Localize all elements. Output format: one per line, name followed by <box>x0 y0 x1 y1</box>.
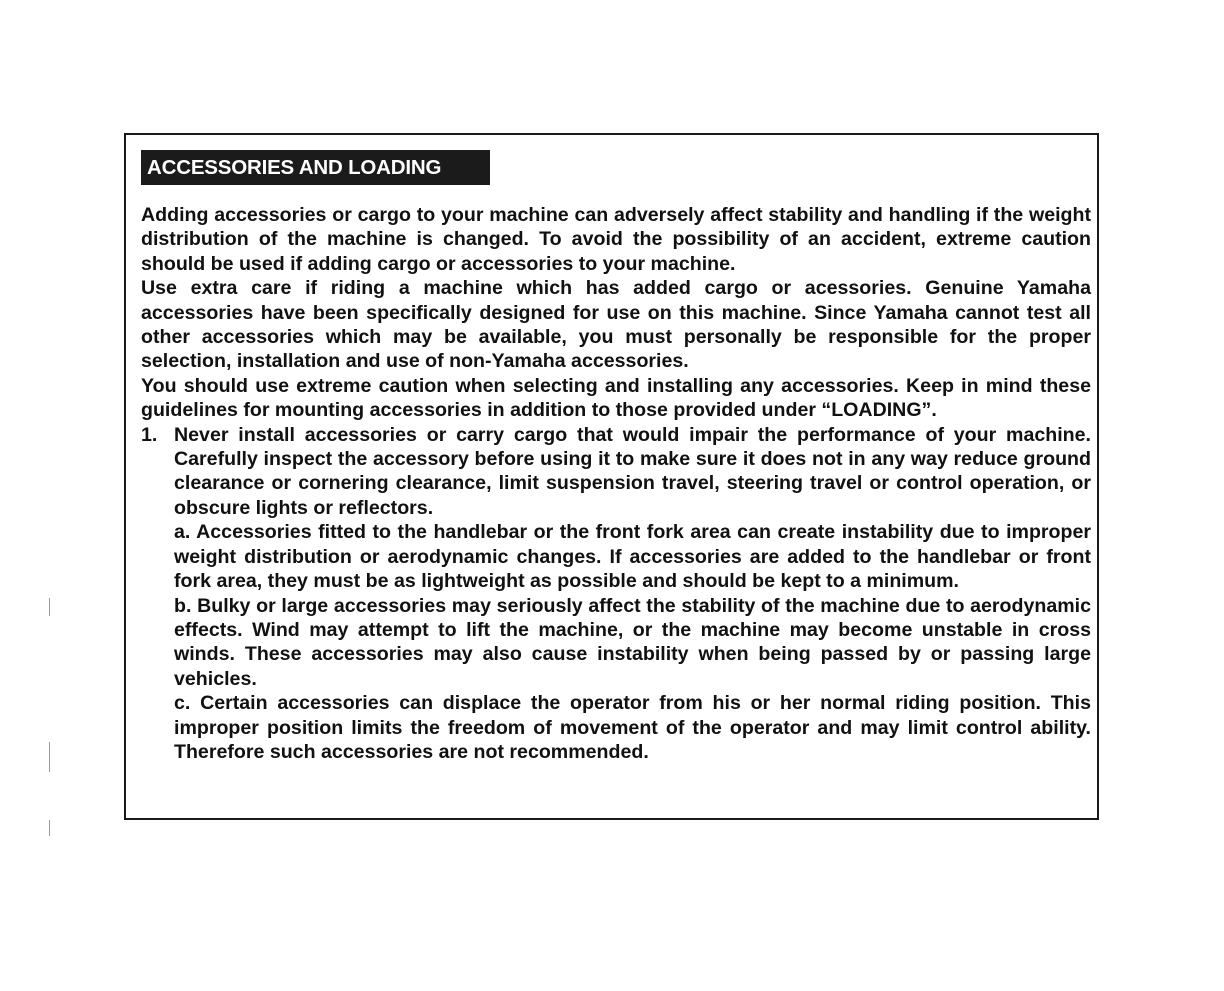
subitem-c: c. Certain accessories can displace the operator from his or her normal riding position. This improper position limits the freedom of movement of the operator and may limit control ability. Therefore such accessories are not recommended. <box>174 692 1091 763</box>
scan-speck <box>49 820 50 836</box>
list-item-text: Never install accessories or carry cargo that would impair the performance of your machine. Carefully inspect the accessory before using it to make sure it does not in any way reduce ground clearance or cornering clearance, limit suspension travel, steering travel or control operation, or obscure lights or reflectors. <box>174 423 1091 519</box>
section-body <box>141 203 1091 764</box>
paragraph-intro: Adding accessories or cargo to your machine can adversely affect stability and handling if the weight distribution of the machine is changed. To avoid the possibility of an accident, extreme caution should be used if adding cargo or accessories to your machine. <box>141 204 1091 275</box>
paragraph-guidelines: You should use extreme caution when selecting and installing any accessories. Keep in mind these guidelines for mounting accessories in addition to those provided under “LOADING”. <box>141 374 1091 422</box>
accessories-notice-box <box>124 133 1099 820</box>
section-heading: ACCESSORIES AND LOADING <box>141 150 490 185</box>
paragraph-genuine-accessories: Use extra care if riding a machine which has added cargo or acessories. Genuine Yamaha accessories have been specifically designed for use on this machine. Since Yamaha cannot test all other accessories which may be available, you must personally be responsible for the proper selection, installation and use of non-Yamaha accessories. <box>141 277 1091 373</box>
subitem-a: a. Accessories fitted to the handlebar or the front fork area can create instability due to improper weight distribution or aerodynamic changes. If accessories are added to the handlebar or front fork area, they must be as lightweight as possible and should be kept to a minimum. <box>174 521 1091 593</box>
list-marker: 1. <box>141 423 158 446</box>
subitem-b: b. Bulky or large accessories may seriously affect the stability of the machine due to aerodynamic effects. Wind may attempt to lift the machine, or the machine may become unstable in cross winds. These accessories may also cause instability when being passed by or passing large vehicles. <box>174 594 1091 690</box>
scan-speck <box>49 742 50 772</box>
scan-speck <box>49 598 50 616</box>
list-item-1 <box>141 423 1091 765</box>
